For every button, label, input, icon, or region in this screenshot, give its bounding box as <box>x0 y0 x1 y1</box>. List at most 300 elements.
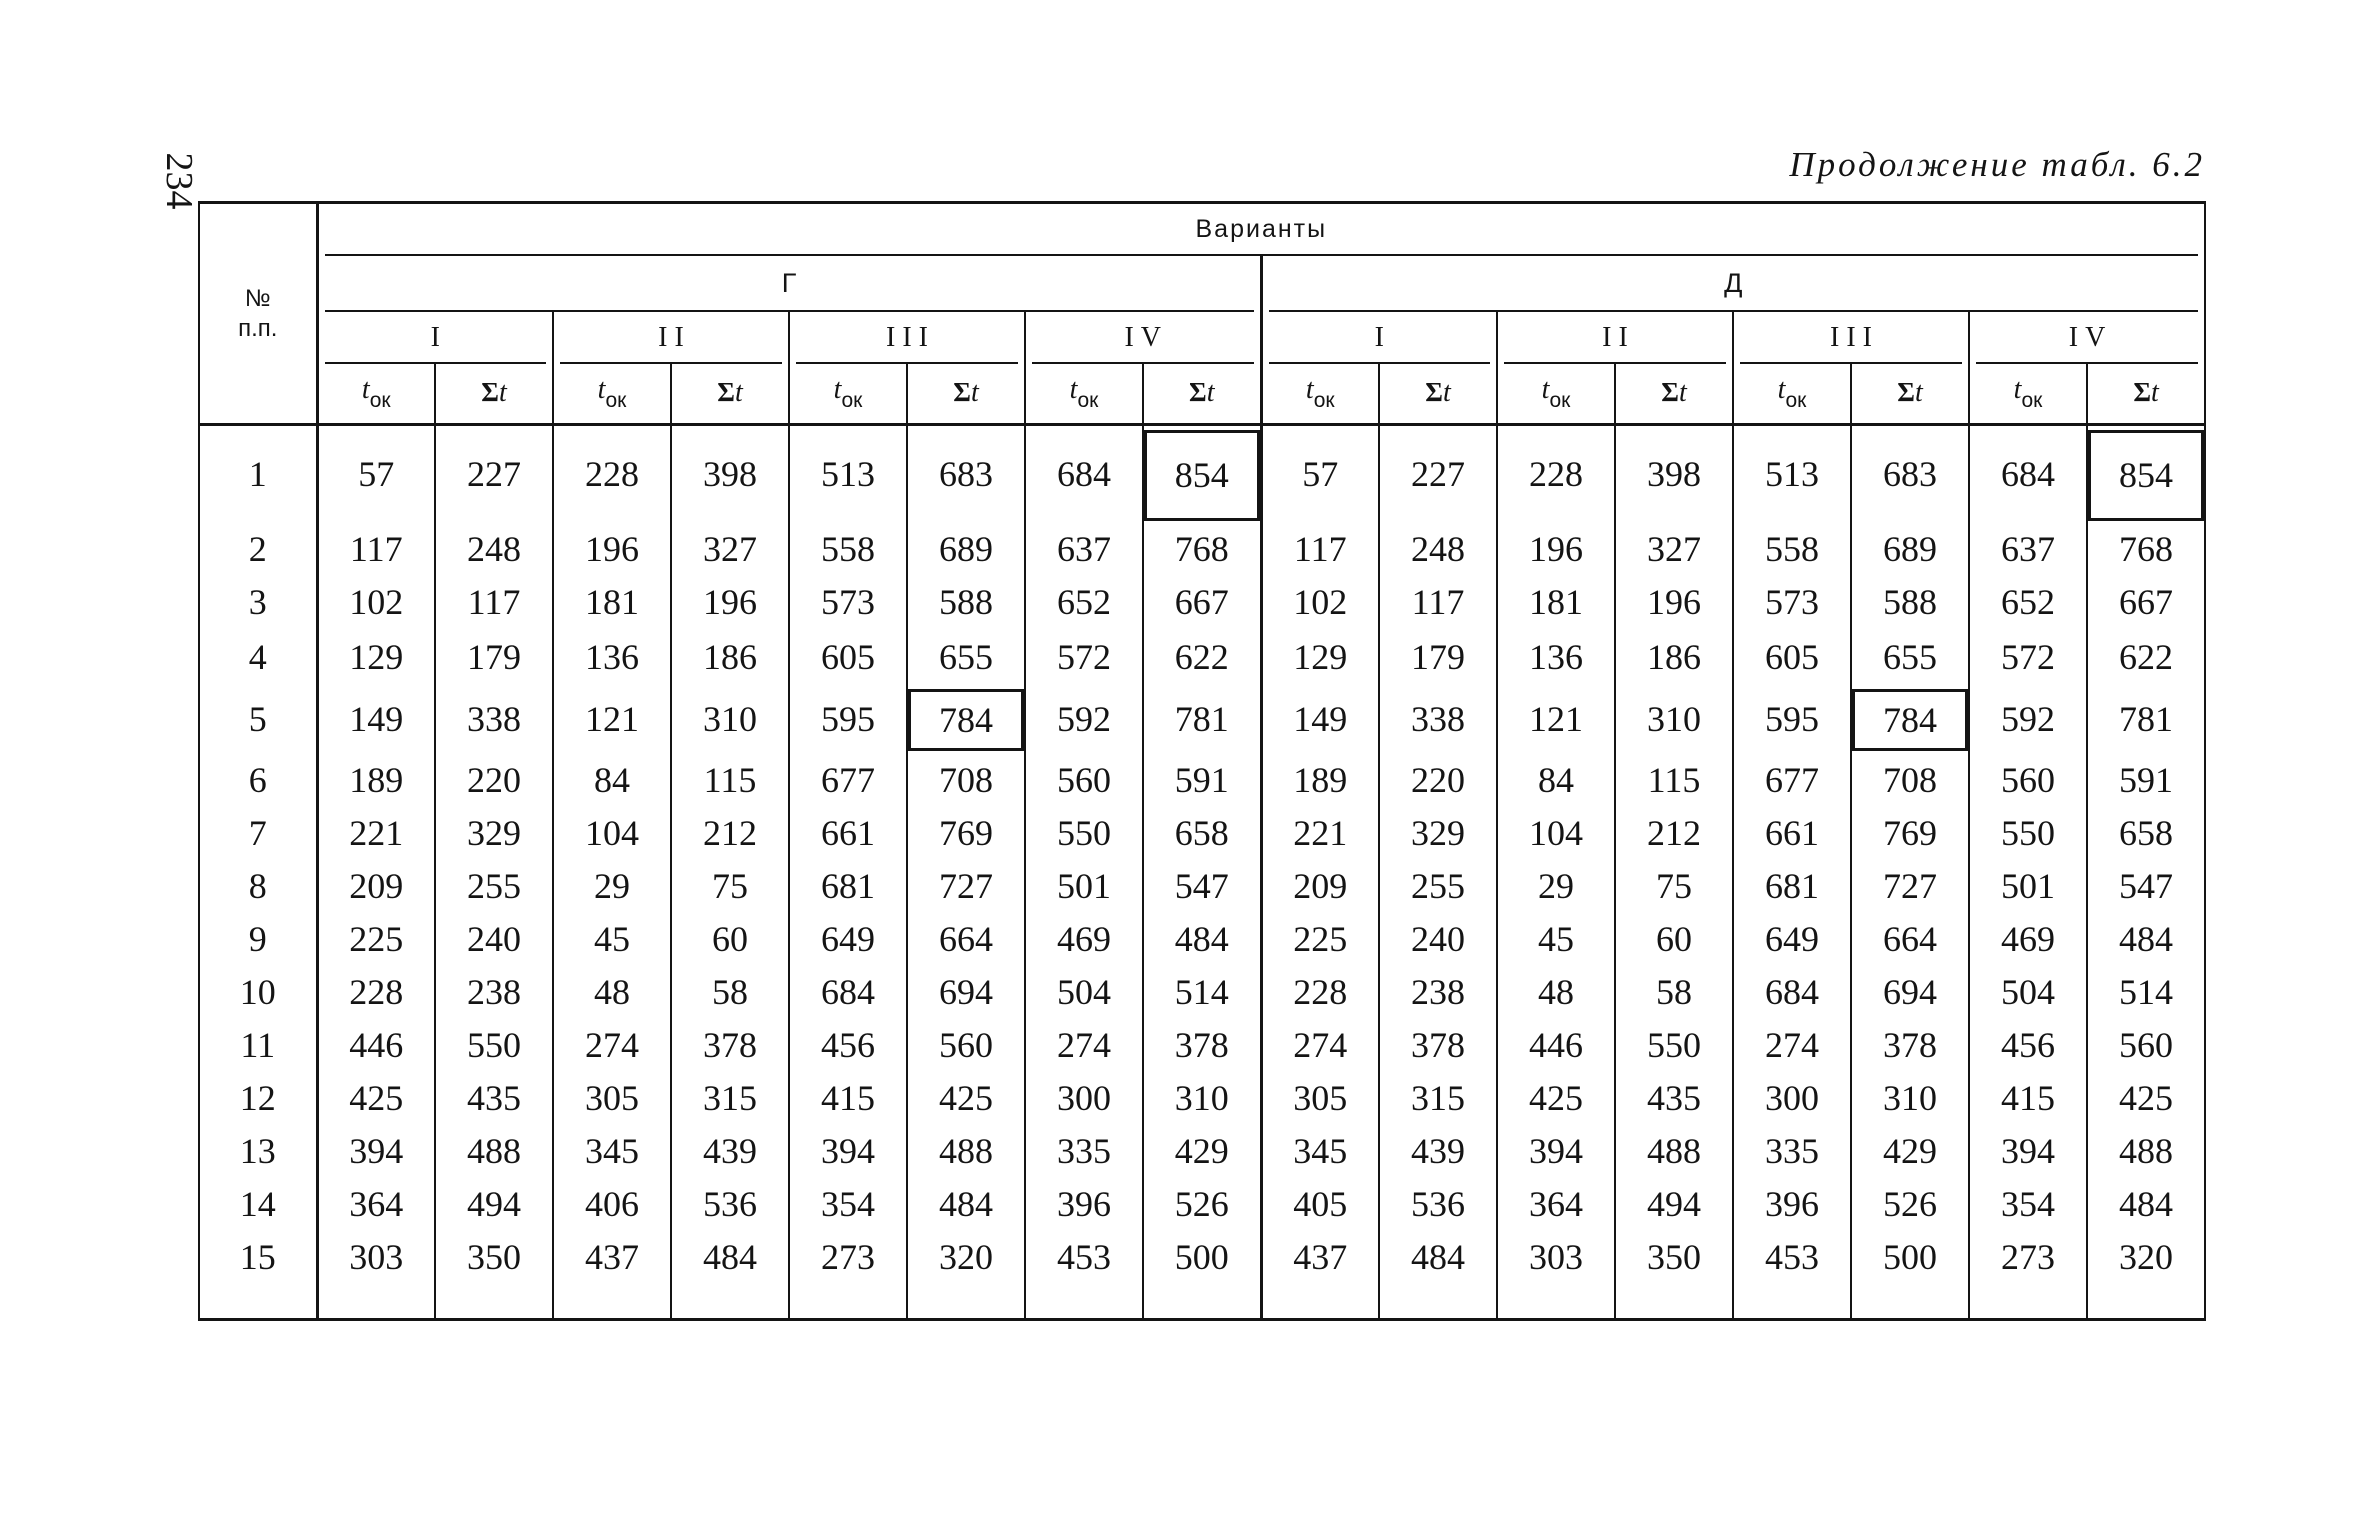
table-cell: 406 <box>553 1178 671 1231</box>
table-cell: 768 <box>2087 523 2205 576</box>
t-subscript: ок <box>1077 388 1099 412</box>
table-row <box>199 1125 2205 1178</box>
table-cell: 500 <box>1851 1231 1969 1284</box>
table-cell: 536 <box>671 1178 789 1231</box>
table-cell: 378 <box>1143 1019 1261 1072</box>
t-symbol: t <box>1305 373 1314 405</box>
spacer-cell <box>671 1284 789 1320</box>
row-number: 15 <box>199 1231 317 1284</box>
table-cell: 727 <box>1851 860 1969 913</box>
table-cell: 354 <box>789 1178 907 1231</box>
table-cell: 117 <box>1379 576 1497 629</box>
table-cell: 104 <box>553 807 671 860</box>
row-number: 7 <box>199 807 317 860</box>
table-cell: 550 <box>1025 807 1143 860</box>
table-cell: 429 <box>1143 1125 1261 1178</box>
row-number: 14 <box>199 1178 317 1231</box>
table-cell: 484 <box>2087 913 2205 966</box>
table-cell: 225 <box>1261 913 1379 966</box>
table-caption: Продолжение табл. 6.2 <box>1789 145 2205 184</box>
table-cell: 238 <box>435 966 553 1019</box>
spacer-cell <box>317 1284 435 1320</box>
table-cell: 310 <box>1615 685 1733 753</box>
table-cell: 727 <box>907 860 1025 913</box>
sigma-symbol: Σ <box>1189 377 1207 408</box>
table-cell: 667 <box>1143 576 1261 629</box>
table-cell: 350 <box>435 1231 553 1284</box>
table-cell: 248 <box>435 523 553 576</box>
table-cell: 425 <box>2087 1072 2205 1125</box>
table-cell: 514 <box>2087 966 2205 1019</box>
spacer-cell <box>435 1284 553 1320</box>
subgroup-header: I <box>1261 312 1497 364</box>
table-cell: 683 <box>907 425 1025 523</box>
table-cell: 396 <box>1025 1178 1143 1231</box>
table-cell: 547 <box>1143 860 1261 913</box>
row-number: 11 <box>199 1019 317 1072</box>
table-cell: 439 <box>1379 1125 1497 1178</box>
subgroup-header: III <box>789 312 1025 364</box>
table-cell-highlighted <box>2087 425 2205 523</box>
table-cell: 588 <box>1851 576 1969 629</box>
table-cell: 149 <box>1261 685 1379 753</box>
table-cell: 504 <box>1025 966 1143 1019</box>
row-number: 8 <box>199 860 317 913</box>
t-subscript: ок <box>841 388 863 412</box>
table-cell: 305 <box>553 1072 671 1125</box>
table-cell: 181 <box>1497 576 1615 629</box>
table-cell: 405 <box>1261 1178 1379 1231</box>
table-cell: 652 <box>1025 576 1143 629</box>
t-symbol: t <box>1069 373 1078 405</box>
header-row-variants <box>199 203 2205 256</box>
col-header-sum-t <box>1379 364 1497 425</box>
table-cell: 446 <box>1497 1019 1615 1072</box>
t-symbol: t <box>734 377 743 409</box>
table-cell: 446 <box>317 1019 435 1072</box>
table-cell: 117 <box>317 523 435 576</box>
table-cell: 121 <box>1497 685 1615 753</box>
table-cell: 240 <box>435 913 553 966</box>
subgroup-header: IV <box>1969 312 2205 364</box>
t-symbol: t <box>2150 377 2159 409</box>
table-cell: 228 <box>553 425 671 523</box>
table-cell: 484 <box>671 1231 789 1284</box>
table-cell: 435 <box>435 1072 553 1125</box>
table-cell: 378 <box>671 1019 789 1072</box>
table-cell: 350 <box>1615 1231 1733 1284</box>
spacer-cell <box>907 1284 1025 1320</box>
table-cell: 58 <box>1615 966 1733 1019</box>
table-cell: 48 <box>1497 966 1615 1019</box>
table-cell: 560 <box>907 1019 1025 1072</box>
table-cell: 209 <box>317 860 435 913</box>
table-cell: 60 <box>671 913 789 966</box>
group-header-d: Д <box>1261 256 2205 312</box>
table-cell: 394 <box>1969 1125 2087 1178</box>
col-header-sum-t <box>1143 364 1261 425</box>
table-cell: 220 <box>435 753 553 807</box>
table-cell: 394 <box>317 1125 435 1178</box>
table-cell: 102 <box>317 576 435 629</box>
table-cell: 652 <box>1969 576 2087 629</box>
table-cell: 667 <box>2087 576 2205 629</box>
table-cell-highlighted <box>1143 425 1261 523</box>
table-cell: 453 <box>1025 1231 1143 1284</box>
table-cell: 622 <box>1143 629 1261 685</box>
table-cell: 212 <box>1615 807 1733 860</box>
table-cell: 547 <box>2087 860 2205 913</box>
table-cell: 677 <box>1733 753 1851 807</box>
table-row <box>199 860 2205 913</box>
table-cell: 227 <box>435 425 553 523</box>
t-symbol: t <box>1206 377 1215 409</box>
table-cell: 560 <box>1969 753 2087 807</box>
table-cell: 345 <box>553 1125 671 1178</box>
table-cell: 488 <box>435 1125 553 1178</box>
header-row-columns <box>199 364 2205 425</box>
table-cell: 500 <box>1143 1231 1261 1284</box>
table-cell: 228 <box>1261 966 1379 1019</box>
table-cell: 595 <box>1733 685 1851 753</box>
table-cell: 378 <box>1379 1019 1497 1072</box>
t-subscript: ок <box>1785 388 1807 412</box>
table-cell: 573 <box>1733 576 1851 629</box>
t-symbol: t <box>597 373 606 405</box>
table-cell: 684 <box>1025 425 1143 523</box>
table-cell: 221 <box>1261 807 1379 860</box>
table-cell: 220 <box>1379 753 1497 807</box>
table-cell: 378 <box>1851 1019 1969 1072</box>
table-cell: 315 <box>671 1072 789 1125</box>
table-cell: 681 <box>1733 860 1851 913</box>
table-cell: 327 <box>1615 523 1733 576</box>
table-cell: 228 <box>317 966 435 1019</box>
table-cell: 550 <box>1969 807 2087 860</box>
table-cell: 136 <box>1497 629 1615 685</box>
table-cell: 364 <box>1497 1178 1615 1231</box>
table-cell: 327 <box>671 523 789 576</box>
table-cell: 274 <box>1733 1019 1851 1072</box>
table-cell: 684 <box>789 966 907 1019</box>
highlight-box: 784 <box>908 689 1024 751</box>
row-number: 6 <box>199 753 317 807</box>
table-cell: 320 <box>2087 1231 2205 1284</box>
header-row-groups <box>199 256 2205 312</box>
table-cell: 303 <box>1497 1231 1615 1284</box>
table-cell: 196 <box>1497 523 1615 576</box>
row-number: 13 <box>199 1125 317 1178</box>
table-cell: 677 <box>789 753 907 807</box>
col-header-t-ok <box>1497 364 1615 425</box>
spacer-cell <box>1143 1284 1261 1320</box>
table-cell: 572 <box>1025 629 1143 685</box>
table-cell: 661 <box>1733 807 1851 860</box>
table-cell: 415 <box>1969 1072 2087 1125</box>
table-cell: 484 <box>2087 1178 2205 1231</box>
table-cell: 186 <box>671 629 789 685</box>
table-cell: 781 <box>1143 685 1261 753</box>
table-cell: 310 <box>1143 1072 1261 1125</box>
table-cell: 488 <box>1615 1125 1733 1178</box>
table-row <box>199 807 2205 860</box>
row-number: 1 <box>199 425 317 523</box>
row-number: 5 <box>199 685 317 753</box>
table-cell: 196 <box>1615 576 1733 629</box>
table-cell: 437 <box>553 1231 671 1284</box>
row-number: 2 <box>199 523 317 576</box>
table-cell: 453 <box>1733 1231 1851 1284</box>
table-cell: 469 <box>1025 913 1143 966</box>
table-cell: 29 <box>1497 860 1615 913</box>
table-row <box>199 425 2205 523</box>
table-cell: 117 <box>1261 523 1379 576</box>
table-cell: 75 <box>1615 860 1733 913</box>
table-row <box>199 523 2205 576</box>
table-cell: 550 <box>1615 1019 1733 1072</box>
data-table <box>198 201 2206 1321</box>
sigma-symbol: Σ <box>2133 377 2151 408</box>
table-cell: 60 <box>1615 913 1733 966</box>
row-number-header <box>199 203 317 425</box>
table-cell: 694 <box>907 966 1025 1019</box>
table-cell: 501 <box>1969 860 2087 913</box>
table-cell: 228 <box>1497 425 1615 523</box>
table-cell: 57 <box>1261 425 1379 523</box>
t-symbol: t <box>970 377 979 409</box>
table-cell: 238 <box>1379 966 1497 1019</box>
sigma-symbol: Σ <box>1425 377 1443 408</box>
table-cell: 189 <box>317 753 435 807</box>
col-header-sum-t <box>907 364 1025 425</box>
table-cell: 240 <box>1379 913 1497 966</box>
table-cell: 45 <box>553 913 671 966</box>
col-header-sum-t <box>2087 364 2205 425</box>
table-cell: 398 <box>671 425 789 523</box>
table-row <box>199 1072 2205 1125</box>
spacer-cell <box>1969 1284 2087 1320</box>
table-cell: 769 <box>907 807 1025 860</box>
table-cell: 57 <box>317 425 435 523</box>
table-cell: 494 <box>435 1178 553 1231</box>
table-cell: 550 <box>435 1019 553 1072</box>
number-abbr: п.п. <box>238 314 278 342</box>
table-row <box>199 966 2205 1019</box>
table-cell-highlighted <box>1851 685 1969 753</box>
table-cell: 658 <box>2087 807 2205 860</box>
table-cell: 592 <box>1969 685 2087 753</box>
t-symbol: t <box>2013 373 2022 405</box>
table-cell: 649 <box>789 913 907 966</box>
spacer-cell <box>1733 1284 1851 1320</box>
subgroup-header: II <box>1497 312 1733 364</box>
table-cell: 335 <box>1025 1125 1143 1178</box>
table-cell: 514 <box>1143 966 1261 1019</box>
table-row <box>199 1178 2205 1231</box>
t-symbol: t <box>498 377 507 409</box>
table-cell: 102 <box>1261 576 1379 629</box>
highlight-box: 784 <box>1852 689 1968 751</box>
table-cell: 136 <box>553 629 671 685</box>
table-cell: 320 <box>907 1231 1025 1284</box>
col-header-t-ok <box>1733 364 1851 425</box>
table-cell: 588 <box>907 576 1025 629</box>
table-cell: 560 <box>1025 753 1143 807</box>
table-cell: 394 <box>789 1125 907 1178</box>
col-header-sum-t <box>1615 364 1733 425</box>
table-cell: 655 <box>907 629 1025 685</box>
header-row-subgroups <box>199 312 2205 364</box>
table-cell: 248 <box>1379 523 1497 576</box>
col-header-t-ok <box>1025 364 1143 425</box>
t-subscript: ок <box>605 388 627 412</box>
table-cell: 196 <box>671 576 789 629</box>
table-cell: 484 <box>1379 1231 1497 1284</box>
table-cell: 689 <box>907 523 1025 576</box>
table-cell: 345 <box>1261 1125 1379 1178</box>
spacer-cell <box>1851 1284 1969 1320</box>
spacer-cell <box>789 1284 907 1320</box>
table-cell: 179 <box>435 629 553 685</box>
table-cell: 558 <box>789 523 907 576</box>
table-row <box>199 913 2205 966</box>
table-cell: 655 <box>1851 629 1969 685</box>
table-cell: 58 <box>671 966 789 1019</box>
table-cell: 504 <box>1969 966 2087 1019</box>
table-cell: 573 <box>789 576 907 629</box>
table-cell: 415 <box>789 1072 907 1125</box>
table-cell: 456 <box>1969 1019 2087 1072</box>
col-header-t-ok <box>1261 364 1379 425</box>
table-bottom-spacer <box>199 1284 2205 1320</box>
table-cell: 769 <box>1851 807 1969 860</box>
highlight-box: 854 <box>2088 430 2204 521</box>
table-cell: 303 <box>317 1231 435 1284</box>
spacer-cell <box>1379 1284 1497 1320</box>
highlight-box: 854 <box>1144 430 1260 521</box>
table-cell: 429 <box>1851 1125 1969 1178</box>
table-cell: 354 <box>1969 1178 2087 1231</box>
table-cell: 255 <box>1379 860 1497 913</box>
table-cell: 494 <box>1615 1178 1733 1231</box>
table-cell: 149 <box>317 685 435 753</box>
table-row <box>199 1231 2205 1284</box>
subgroup-header: IV <box>1025 312 1261 364</box>
sigma-symbol: Σ <box>953 377 971 408</box>
page-number: 234 <box>158 152 200 210</box>
table-cell: 681 <box>789 860 907 913</box>
table-cell: 658 <box>1143 807 1261 860</box>
table-cell: 335 <box>1733 1125 1851 1178</box>
table-cell: 684 <box>1733 966 1851 1019</box>
table-cell: 300 <box>1733 1072 1851 1125</box>
t-symbol: t <box>1914 377 1923 409</box>
table-cell: 338 <box>435 685 553 753</box>
table-cell: 501 <box>1025 860 1143 913</box>
row-number: 3 <box>199 576 317 629</box>
table-cell: 484 <box>907 1178 1025 1231</box>
table-cell: 437 <box>1261 1231 1379 1284</box>
t-symbol: t <box>1678 377 1687 409</box>
table-cell: 300 <box>1025 1072 1143 1125</box>
table-cell: 689 <box>1851 523 1969 576</box>
table-cell: 768 <box>1143 523 1261 576</box>
table-cell: 649 <box>1733 913 1851 966</box>
table-cell: 536 <box>1379 1178 1497 1231</box>
table-cell: 338 <box>1379 685 1497 753</box>
table-cell: 592 <box>1025 685 1143 753</box>
spacer-cell <box>1025 1284 1143 1320</box>
table-cell: 75 <box>671 860 789 913</box>
table-cell: 117 <box>435 576 553 629</box>
table-cell: 605 <box>1733 629 1851 685</box>
col-header-t-ok <box>789 364 907 425</box>
subgroup-header: I <box>317 312 553 364</box>
table-cell: 605 <box>789 629 907 685</box>
table-cell: 305 <box>1261 1072 1379 1125</box>
subgroup-header: III <box>1733 312 1969 364</box>
table-cell: 637 <box>1025 523 1143 576</box>
table-row <box>199 1019 2205 1072</box>
table-cell: 439 <box>671 1125 789 1178</box>
spacer-cell <box>2087 1284 2205 1320</box>
t-symbol: t <box>1777 373 1786 405</box>
table-row <box>199 685 2205 753</box>
t-subscript: ок <box>1549 388 1571 412</box>
table-cell: 526 <box>1851 1178 1969 1231</box>
table-cell: 526 <box>1143 1178 1261 1231</box>
t-subscript: ок <box>2021 388 2043 412</box>
table-cell: 396 <box>1733 1178 1851 1231</box>
table-cell: 435 <box>1615 1072 1733 1125</box>
t-symbol: t <box>1442 377 1451 409</box>
table-cell: 694 <box>1851 966 1969 1019</box>
variants-header: Варианты <box>317 203 2205 256</box>
table-cell: 684 <box>1969 425 2087 523</box>
table-cell: 572 <box>1969 629 2087 685</box>
table-cell: 591 <box>2087 753 2205 807</box>
table-cell: 273 <box>789 1231 907 1284</box>
table-cell: 129 <box>1261 629 1379 685</box>
spacer-cell <box>199 1284 317 1320</box>
table-cell: 329 <box>435 807 553 860</box>
table-cell: 398 <box>1615 425 1733 523</box>
table-cell: 781 <box>2087 685 2205 753</box>
table-cell: 469 <box>1969 913 2087 966</box>
t-symbol: t <box>833 373 842 405</box>
table-row <box>199 629 2205 685</box>
row-number: 12 <box>199 1072 317 1125</box>
table-cell: 179 <box>1379 629 1497 685</box>
sigma-symbol: Σ <box>1897 377 1915 408</box>
spacer-cell <box>553 1284 671 1320</box>
table-cell: 115 <box>1615 753 1733 807</box>
subgroup-header: II <box>553 312 789 364</box>
table-cell: 425 <box>1497 1072 1615 1125</box>
table-cell: 225 <box>317 913 435 966</box>
table-cell: 115 <box>671 753 789 807</box>
col-header-sum-t <box>435 364 553 425</box>
table-cell: 227 <box>1379 425 1497 523</box>
spacer-cell <box>1261 1284 1379 1320</box>
table-cell: 425 <box>317 1072 435 1125</box>
table-cell: 189 <box>1261 753 1379 807</box>
table-cell: 255 <box>435 860 553 913</box>
table-cell: 329 <box>1379 807 1497 860</box>
table-cell: 273 <box>1969 1231 2087 1284</box>
table-row <box>199 576 2205 629</box>
table-cell: 558 <box>1733 523 1851 576</box>
